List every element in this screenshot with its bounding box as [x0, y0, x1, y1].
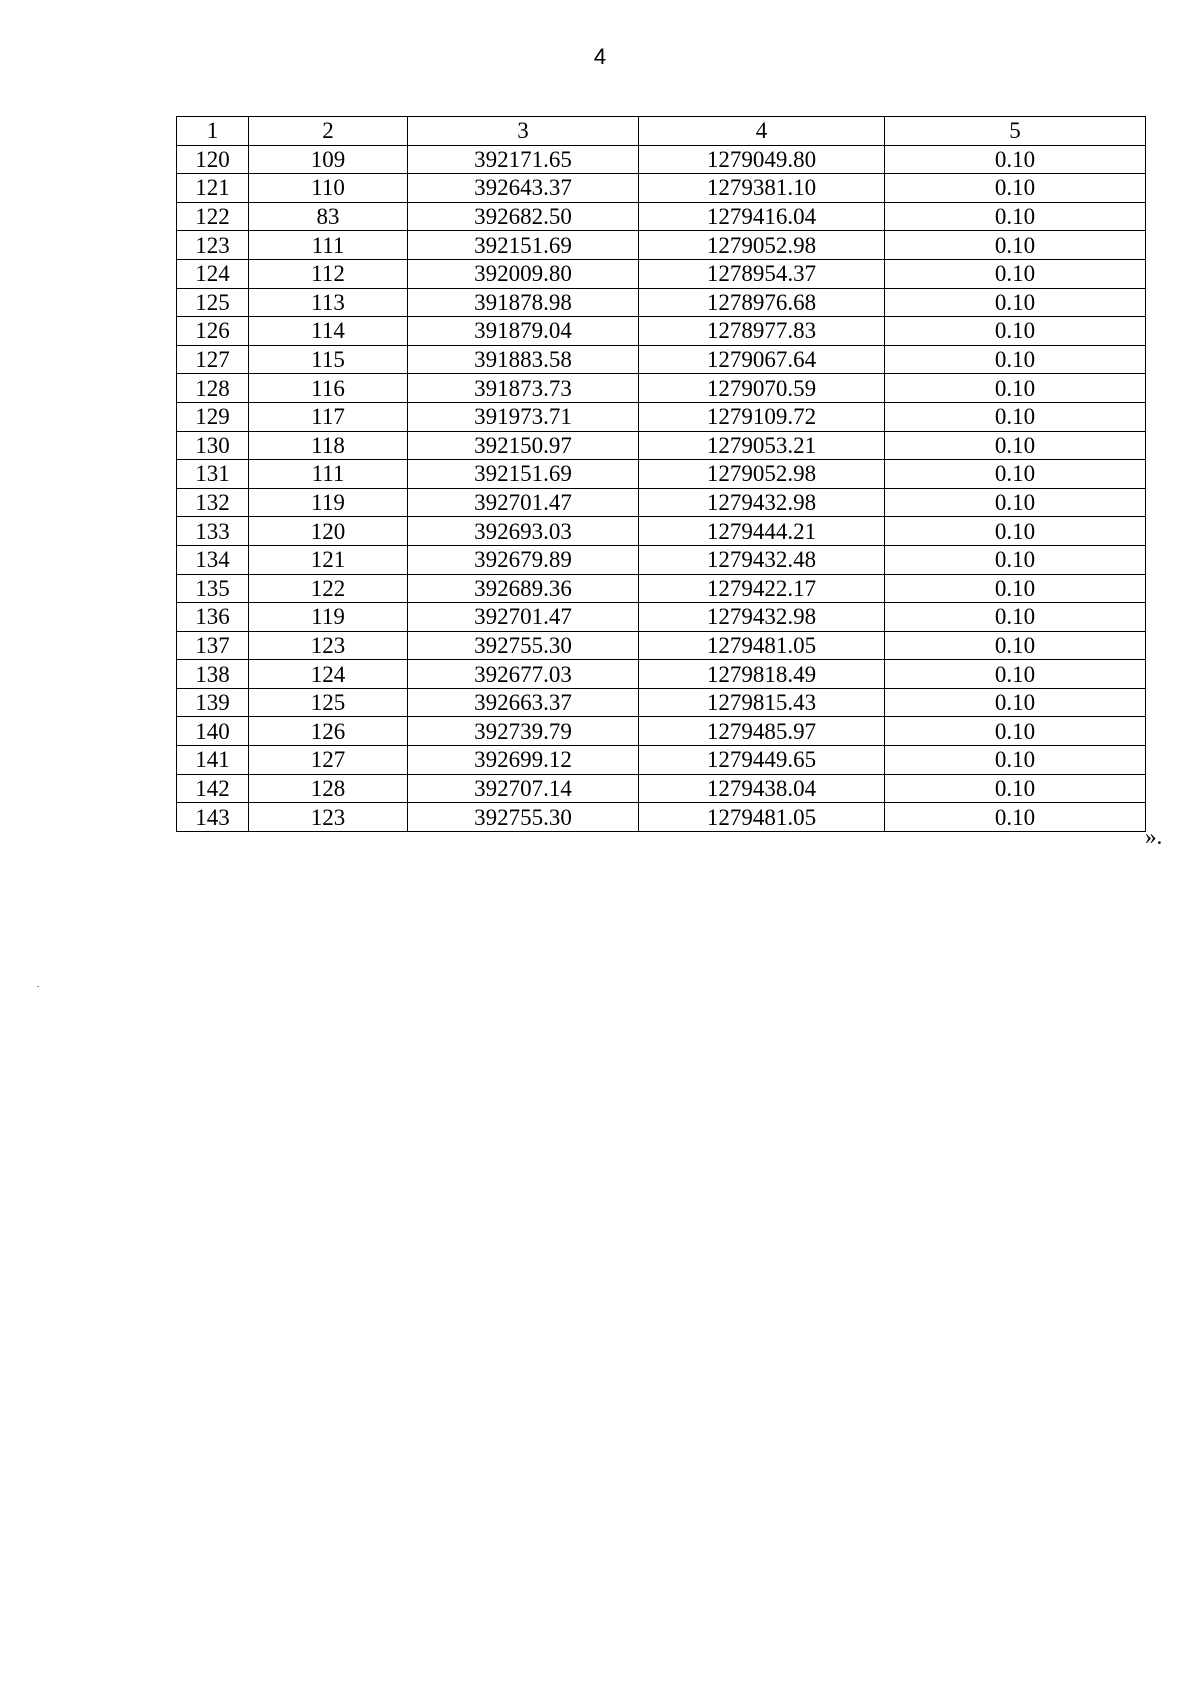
table-cell: 129	[177, 402, 249, 431]
table-row	[177, 402, 1146, 431]
table-cell: 127	[249, 746, 408, 775]
table-cell: 125	[177, 288, 249, 317]
table-row	[177, 231, 1146, 260]
table-cell: 0.10	[885, 431, 1146, 460]
table-cell: 134	[177, 545, 249, 574]
table-cell: 125	[249, 688, 408, 717]
table-row	[177, 631, 1146, 660]
table-cell: 392677.03	[408, 660, 639, 689]
table-cell: 391873.73	[408, 374, 639, 403]
table-row	[177, 517, 1146, 546]
table-cell: 1279481.05	[639, 631, 885, 660]
table-cell: 0.10	[885, 317, 1146, 346]
table-cell: 0.10	[885, 803, 1146, 832]
table-cell: 136	[177, 603, 249, 632]
table-cell: 391878.98	[408, 288, 639, 317]
column-header: 1	[177, 117, 249, 146]
table-cell: 0.10	[885, 288, 1146, 317]
table-row	[177, 746, 1146, 775]
table-cell: 392707.14	[408, 774, 639, 803]
table-cell: 0.10	[885, 746, 1146, 775]
table-cell: 392009.80	[408, 259, 639, 288]
table-cell: 140	[177, 717, 249, 746]
table-cell: 131	[177, 460, 249, 489]
table-cell: 392755.30	[408, 803, 639, 832]
table-cell: 113	[249, 288, 408, 317]
table-cell: 127	[177, 345, 249, 374]
table-cell: 117	[249, 402, 408, 431]
table-cell: 119	[249, 603, 408, 632]
table-cell: 126	[249, 717, 408, 746]
coordinates-table	[176, 116, 1146, 832]
table-cell: 143	[177, 803, 249, 832]
table-cell: 123	[249, 631, 408, 660]
table-cell: 119	[249, 488, 408, 517]
table-cell: 391883.58	[408, 345, 639, 374]
table-cell: 109	[249, 145, 408, 174]
table-cell: 392150.97	[408, 431, 639, 460]
table-cell: 1279432.48	[639, 545, 885, 574]
page-number: 4	[593, 44, 607, 69]
table-cell: 118	[249, 431, 408, 460]
table-cell: 1279381.10	[639, 174, 885, 203]
table-cell: 0.10	[885, 374, 1146, 403]
table-row	[177, 460, 1146, 489]
table-cell: 1279416.04	[639, 202, 885, 231]
table-cell: 1279432.98	[639, 488, 885, 517]
table-cell: 1279049.80	[639, 145, 885, 174]
table-cell: 392682.50	[408, 202, 639, 231]
table-cell: 0.10	[885, 488, 1146, 517]
table-cell: 0.10	[885, 631, 1146, 660]
table-cell: 0.10	[885, 345, 1146, 374]
table-cell: 392739.79	[408, 717, 639, 746]
table-cell: 124	[177, 259, 249, 288]
table-cell: 0.10	[885, 402, 1146, 431]
table-cell: 123	[249, 803, 408, 832]
column-header: 2	[249, 117, 408, 146]
table-row	[177, 374, 1146, 403]
table-cell: 1279052.98	[639, 231, 885, 260]
table-cell: 142	[177, 774, 249, 803]
table-cell: 1279070.59	[639, 374, 885, 403]
table-cell: 135	[177, 574, 249, 603]
table-cell: 1279444.21	[639, 517, 885, 546]
table-cell: 128	[177, 374, 249, 403]
table-body	[177, 145, 1146, 831]
table-cell: 1279818.49	[639, 660, 885, 689]
table-cell: 392171.65	[408, 145, 639, 174]
table-cell: 392679.89	[408, 545, 639, 574]
table-cell: 122	[249, 574, 408, 603]
table-cell: 392701.47	[408, 488, 639, 517]
table-row	[177, 803, 1146, 832]
table-cell: 133	[177, 517, 249, 546]
table-cell: 132	[177, 488, 249, 517]
table-cell: 392643.37	[408, 174, 639, 203]
table-cell: 0.10	[885, 717, 1146, 746]
table-cell: 392701.47	[408, 603, 639, 632]
table-cell: 1279053.21	[639, 431, 885, 460]
table-cell: 123	[177, 231, 249, 260]
table-row	[177, 774, 1146, 803]
table-cell: 0.10	[885, 231, 1146, 260]
table-cell: 0.10	[885, 145, 1146, 174]
table-cell: 124	[249, 660, 408, 689]
table-cell: 137	[177, 631, 249, 660]
table-cell: 1279067.64	[639, 345, 885, 374]
table-row	[177, 660, 1146, 689]
table-cell: 392151.69	[408, 231, 639, 260]
table-cell: 0.10	[885, 603, 1146, 632]
table-cell: 392151.69	[408, 460, 639, 489]
table-cell: 110	[249, 174, 408, 203]
column-header: 5	[885, 117, 1146, 146]
table-cell: 1279449.65	[639, 746, 885, 775]
table-row	[177, 603, 1146, 632]
table-cell: 391973.71	[408, 402, 639, 431]
table-row	[177, 488, 1146, 517]
table-cell: 1279481.05	[639, 803, 885, 832]
table-cell: 0.10	[885, 574, 1146, 603]
table-row	[177, 259, 1146, 288]
table-cell: 126	[177, 317, 249, 346]
table-cell: 121	[177, 174, 249, 203]
table-cell: 111	[249, 231, 408, 260]
table-cell: 139	[177, 688, 249, 717]
table-cell: 1278977.83	[639, 317, 885, 346]
table-header-row	[177, 117, 1146, 146]
table-cell: 392693.03	[408, 517, 639, 546]
table-cell: 1278954.37	[639, 259, 885, 288]
table-row	[177, 688, 1146, 717]
table-cell: 121	[249, 545, 408, 574]
table-cell: 1279052.98	[639, 460, 885, 489]
table-row	[177, 288, 1146, 317]
table-cell: 0.10	[885, 259, 1146, 288]
column-header: 4	[639, 117, 885, 146]
table-cell: 0.10	[885, 545, 1146, 574]
scan-artifact-dot	[37, 986, 39, 987]
table-cell: 0.10	[885, 774, 1146, 803]
table-cell: 391879.04	[408, 317, 639, 346]
table-cell: 116	[249, 374, 408, 403]
table-cell: 1279432.98	[639, 603, 885, 632]
column-header: 3	[408, 117, 639, 146]
table-cell: 0.10	[885, 202, 1146, 231]
table-cell: 1278976.68	[639, 288, 885, 317]
table-cell: 1279815.43	[639, 688, 885, 717]
table-row	[177, 345, 1146, 374]
table-cell: 120	[249, 517, 408, 546]
table-cell: 1279438.04	[639, 774, 885, 803]
table-cell: 0.10	[885, 517, 1146, 546]
table-cell: 83	[249, 202, 408, 231]
table-cell: 392755.30	[408, 631, 639, 660]
table-cell: 128	[249, 774, 408, 803]
table-cell: 0.10	[885, 174, 1146, 203]
table-cell: 120	[177, 145, 249, 174]
table-row	[177, 145, 1146, 174]
table-cell: 0.10	[885, 660, 1146, 689]
table-row	[177, 431, 1146, 460]
table-cell: 114	[249, 317, 408, 346]
closing-quote-mark: ».	[1145, 824, 1163, 849]
table-row	[177, 574, 1146, 603]
table-cell: 1279485.97	[639, 717, 885, 746]
table-cell: 115	[249, 345, 408, 374]
table-cell: 0.10	[885, 688, 1146, 717]
table-cell: 111	[249, 460, 408, 489]
table-cell: 141	[177, 746, 249, 775]
table-row	[177, 202, 1146, 231]
table-row	[177, 545, 1146, 574]
table-cell: 130	[177, 431, 249, 460]
table-cell: 0.10	[885, 460, 1146, 489]
table-cell: 392689.36	[408, 574, 639, 603]
table-cell: 392699.12	[408, 746, 639, 775]
table-row	[177, 317, 1146, 346]
table-cell: 1279422.17	[639, 574, 885, 603]
table-cell: 138	[177, 660, 249, 689]
table-row	[177, 174, 1146, 203]
table-cell: 112	[249, 259, 408, 288]
table-cell: 392663.37	[408, 688, 639, 717]
table-cell: 1279109.72	[639, 402, 885, 431]
table-row	[177, 717, 1146, 746]
table-cell: 122	[177, 202, 249, 231]
